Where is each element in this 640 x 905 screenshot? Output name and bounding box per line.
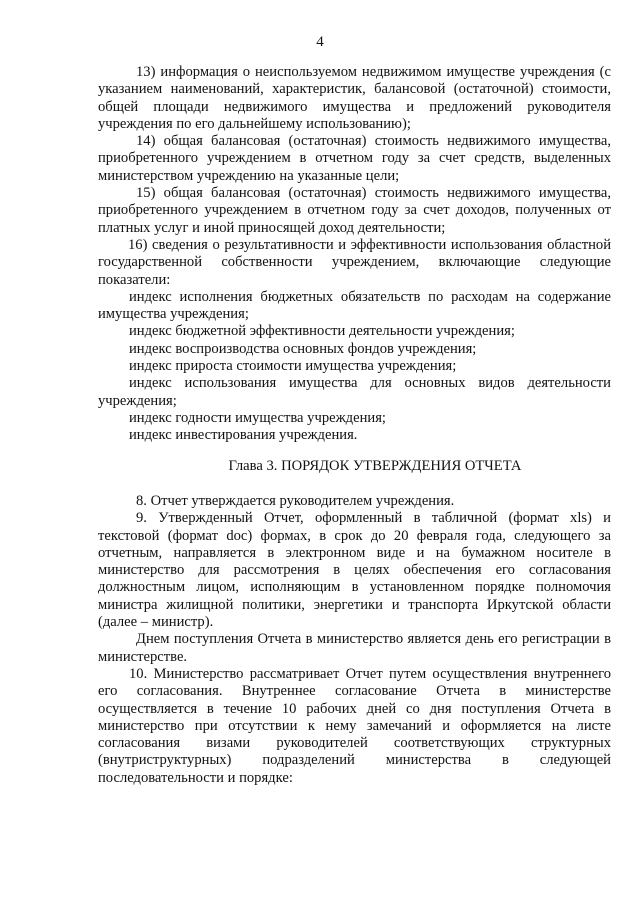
indicator-property-value-growth: индекс прироста стоимости имущества учреждения; (129, 358, 457, 375)
list-item-13: 13) информация о неиспользуемом недвижимом имуществе учреждения (с указанием наименований, характеристик, балансовой (остаточной) стоимости, общей площади недвижимого имущества и предложений руководителя учреждения по его дальнейшему использованию); (98, 64, 611, 132)
paragraph-9: 9. Утвержденный Отчет, оформленный в табличной (формат xls) и текстовой (формат doc) формах, в срок до 20 февраля года, следующего за отчетным, направляется в электронном виде и на бумажном носителе в министерство для рассмотрения в целях обеспечения его согласования должностным лицом, исполняющим в установленном порядке полномочия министра жилищной политики, энергетики и транспорта Иркутской области (далее – министр). (98, 510, 611, 631)
list-item-15: 15) общая балансовая (остаточная) стоимость недвижимого имущества, приобретенного учреждением в отчетном году за счет доходов, полученных от платных услуг и иной приносящей доход деятельности; (98, 185, 611, 236)
paragraph-10: 10. Министерство рассматривает Отчет путем осуществления внутреннего его согласования. Внутреннее согласование Отчета в министерстве осуществляется в течение 10 рабочих дней со дня поступления Отчета в министерство при отсутствии к нему замечаний и оформляется на листе согласования визами руководителей соответствующих структурных (внутриструктурных) подразделений министерства в следующей последовательности и порядке: (98, 665, 611, 786)
page-number: 4 (316, 34, 324, 50)
list-item-16: 16) сведения о результативности и эффективности использования областной государственной собственности учреждением, включающие следующие показатели: (98, 236, 611, 288)
indicator-investment: индекс инвестирования учреждения. (129, 427, 358, 444)
chapter-body (98, 493, 611, 787)
chapter-title: Глава 3. ПОРЯДОК УТВЕРЖДЕНИЯ ОТЧЕТА (228, 458, 522, 474)
indicator-fixed-assets-reproduction: индекс воспроизводства основных фондов учреждения; (129, 340, 477, 357)
list-item-14: 14) общая балансовая (остаточная) стоимость недвижимого имущества, приобретенного учреждением в отчетном году за счет средств, выделенных министерством учреждению на указанные цели; (98, 133, 611, 184)
report-contents-list (98, 64, 611, 445)
indicator-budget-execution: индекс исполнения бюджетных обязательств по расходам на содержание имущества учреждения; (98, 288, 611, 323)
paragraph-receipt-day: Днем поступления Отчета в министерство является день его регистрации в министерстве. (98, 631, 611, 665)
indicator-property-use: индекс использования имущества для основных видов деятельности учреждения; (98, 375, 611, 409)
indicator-property-fitness: индекс годности имущества учреждения; (129, 409, 386, 426)
paragraph-8: 8. Отчет утверждается руководителем учреждения. (136, 493, 455, 509)
indicator-budget-efficiency: индекс бюджетной эффективности деятельности учреждения; (129, 323, 515, 340)
